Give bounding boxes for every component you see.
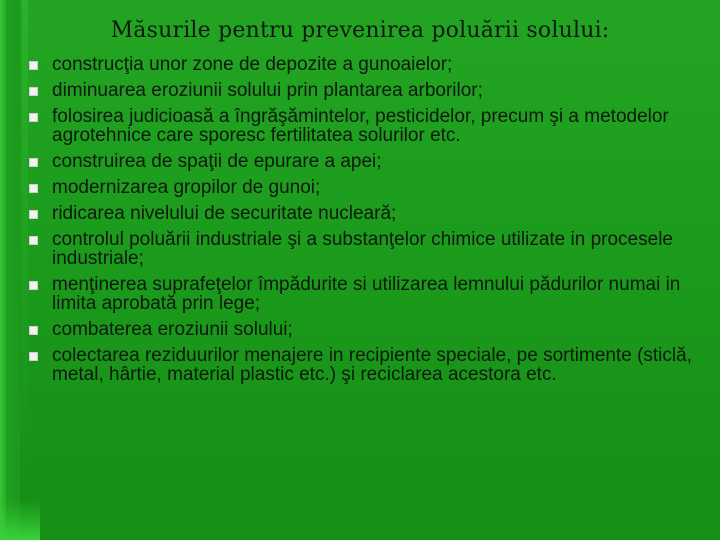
square-bullet-icon: [29, 184, 38, 193]
slide-title: Măsurile pentru prevenirea poluării solului:: [110, 18, 610, 43]
list-item-text: controlul poluării industriale şi a substanţelor chimice utilizate in procesele industriale;: [52, 229, 673, 269]
square-bullet-icon: [29, 113, 38, 122]
left-thin-stripe: [22, 0, 28, 540]
list-item-text: modernizarea gropilor de gunoi;: [52, 177, 321, 198]
list-item: [52, 178, 692, 197]
list-item: [52, 107, 692, 145]
list-item: [52, 275, 692, 313]
square-bullet-icon: [29, 281, 38, 290]
square-bullet-icon: [29, 61, 38, 70]
square-bullet-icon: [29, 352, 38, 361]
square-bullet-icon: [29, 158, 38, 167]
square-bullet-icon: [29, 326, 38, 335]
list-item: [52, 55, 692, 74]
list-item-text: menţinerea suprafeţelor împădurite si utilizarea lemnului pădurilor numai in limita aprobată prin lege;: [52, 274, 681, 314]
corner-glow: [0, 500, 40, 540]
list-item-text: construcţia unor zone de depozite a gunoaielor;: [52, 54, 453, 75]
square-bullet-icon: [29, 210, 38, 219]
list-item-text: construirea de spaţii de epurare a apei;: [52, 151, 382, 172]
square-bullet-icon: [29, 236, 38, 245]
list-item: [52, 320, 692, 339]
bullet-list: [52, 55, 692, 391]
left-accent-stripe: [0, 0, 6, 540]
list-item-text: combaterea eroziunii solului;: [52, 319, 293, 340]
list-item: [52, 81, 692, 100]
list-item-text: folosirea judicioasă a îngrăşămintelor, pesticidelor, precum şi a metodelor agrotehnice care sporesc fertilitatea solurilor etc.: [52, 106, 669, 146]
square-bullet-icon: [29, 87, 38, 96]
list-item-text: ridicarea nivelului de securitate nucleară;: [52, 203, 397, 224]
list-item: [52, 346, 692, 384]
left-shade-stripe: [6, 0, 20, 540]
list-item-text: colectarea reziduurilor menajere in recipiente speciale, pe sortimente (sticlă, metal, hârtie, material plastic etc.) şi reciclarea acestora etc.: [52, 345, 692, 385]
list-item: [52, 204, 692, 223]
list-item: [52, 230, 692, 268]
list-item: [52, 152, 692, 171]
list-item-text: diminuarea eroziunii solului prin plantarea arborilor;: [52, 80, 483, 101]
